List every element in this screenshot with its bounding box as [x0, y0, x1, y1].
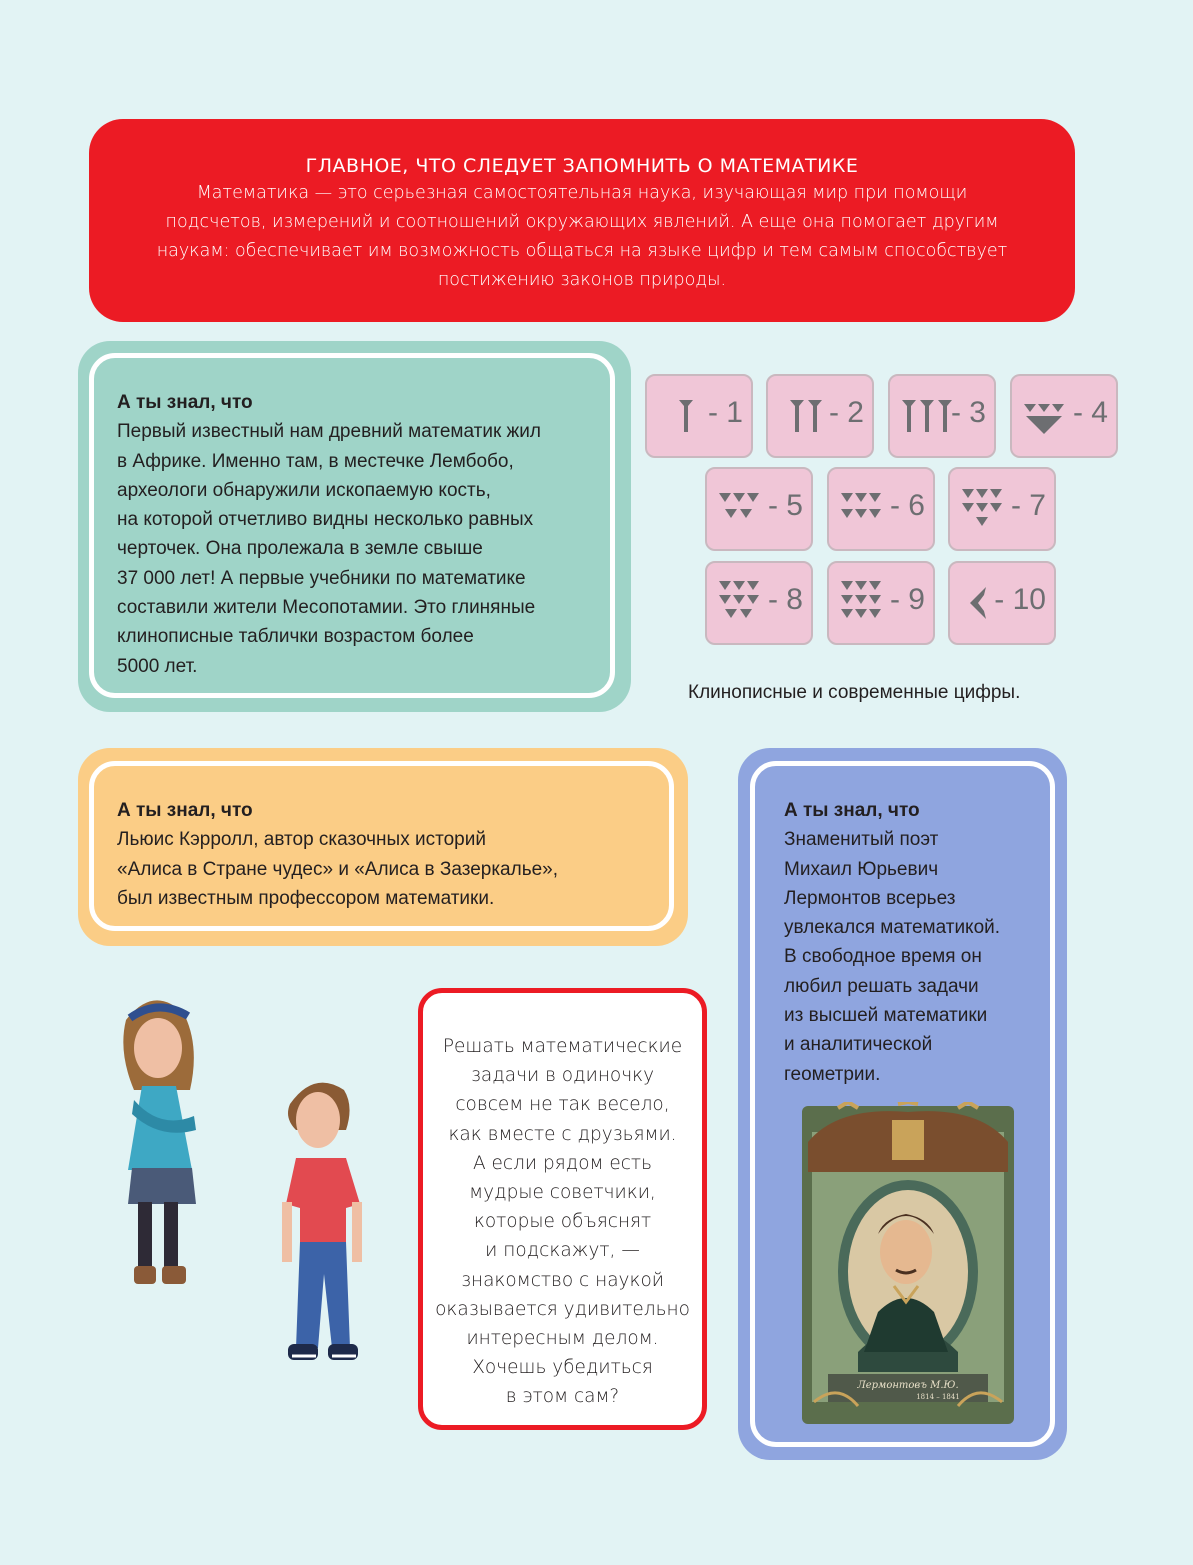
banner-line: подсчетов, измерений и соотношений окружающих явлений. А еще она помогает другим	[165, 212, 999, 232]
fact-lermontov-text	[784, 796, 1054, 1089]
speech-line: как вместе с друзьями.	[448, 1123, 677, 1145]
tile-number: - 4	[1072, 396, 1108, 429]
tile-number: - 3	[950, 396, 986, 429]
cuneiform-tile	[645, 374, 753, 458]
speech-line: в этом сам?	[505, 1386, 620, 1408]
fact-line: был известным профессором математики.	[117, 887, 495, 909]
fact-line: черточек. Она пролежала в земле свыше	[117, 538, 483, 560]
fact-line: археологи обнаружили ископаемую кость,	[117, 479, 491, 501]
fact-line: на которой отчетливо видны несколько равных	[117, 509, 534, 531]
fact-line: из высшей математики	[784, 1005, 988, 1027]
cuneiform-tile	[948, 467, 1056, 551]
fact-line: увлекался математикой.	[784, 917, 1001, 939]
tile-number: - 7	[1010, 489, 1046, 522]
girl-illustration	[104, 990, 214, 1290]
fact-line: и аналитической	[784, 1034, 933, 1056]
fact-line: 5000 лет.	[117, 655, 198, 677]
fact-line: составили жители Месопотамии. Это глиняные	[117, 597, 536, 619]
speech-line: оказывается удивительно	[435, 1298, 690, 1320]
cuneiform-tile	[948, 561, 1056, 645]
cuneiform-tile	[705, 467, 813, 551]
lermontov-portrait	[798, 1102, 1018, 1428]
fact-line: Первый известный нам древний математик жил	[117, 421, 541, 443]
tile-number: - 5	[767, 489, 803, 522]
cuneiform-tile	[705, 561, 813, 645]
summary-banner	[89, 119, 1075, 322]
fact-carroll-text	[117, 796, 637, 913]
speech-line: Решать математические	[442, 1036, 683, 1057]
fact-title: А ты знал, что	[784, 800, 920, 821]
speech-line: мудрые советчики,	[469, 1182, 656, 1204]
fact-line: 37 000 лет! А первые учебники по математике	[117, 567, 526, 589]
boy-illustration	[274, 1074, 374, 1370]
fact-line: «Алиса в Стране чудес» и «Алиса в Зазеркалье»,	[117, 858, 559, 880]
fact-line: геометрии.	[784, 1063, 881, 1085]
fact-line: Льюис Кэрролл, автор сказочных историй	[117, 829, 486, 851]
fact-line: любил решать задачи	[784, 975, 979, 997]
speech-line: задачи в одиночку	[470, 1065, 655, 1087]
tile-number: - 8	[767, 583, 803, 616]
fact-line: Михаил Юрьевич	[784, 858, 939, 880]
speech-line: интересным делом.	[466, 1328, 659, 1350]
speech-box	[418, 988, 707, 1430]
tile-number: - 10	[994, 583, 1046, 616]
cuneiform-tile	[827, 467, 935, 551]
speech-line: совсем не так весело,	[455, 1094, 670, 1116]
tile-number: - 1	[707, 396, 743, 429]
cuneiform-tile	[766, 374, 874, 458]
banner-line: Математика — это серьезная самостоятельная наука, изучающая мир при помощи	[196, 183, 968, 203]
tile-number: - 6	[889, 489, 925, 522]
banner-line: наукам: обеспечивает им возможность общаться на языке цифр и тем самым способствует	[156, 241, 1008, 261]
fact-line: В свободное время он	[784, 946, 982, 968]
fact-title: А ты знал, что	[117, 392, 253, 413]
fact-title: А ты знал, что	[117, 800, 253, 821]
speech-line: Хочешь убедиться	[472, 1357, 653, 1379]
portrait-signature: Лермонтовъ М.Ю.	[857, 1380, 959, 1391]
speech-line: которые объяснят	[473, 1211, 652, 1233]
banner-title: ГЛАВНОЕ, ЧТО СЛЕДУЕТ ЗАПОМНИТЬ О МАТЕМАТИКЕ	[305, 155, 859, 177]
cuneiform-tile	[1010, 374, 1118, 458]
speech-line: А если рядом есть	[473, 1152, 652, 1174]
portrait-years: 1814 – 1841	[916, 1393, 960, 1401]
fact-line: Знаменитый поэт	[784, 829, 939, 851]
speech-line: знакомство с наукой	[461, 1269, 664, 1291]
fact-line: в Африке. Именно там, в местечке Лембобо,	[117, 450, 514, 472]
tile-number: - 2	[828, 396, 864, 429]
speech-line: и подскажут, —	[485, 1240, 640, 1262]
cuneiform-tile	[888, 374, 996, 458]
fact-line: Лермонтов всерьез	[784, 887, 956, 909]
banner-line: постижению законов природы.	[437, 270, 727, 290]
tile-number: - 9	[889, 583, 925, 616]
fact-africa-text	[117, 388, 617, 681]
fact-line: клинописные таблички возрастом более	[117, 626, 474, 648]
cuneiform-caption: Клинописные и современные цифры.	[688, 682, 1021, 703]
banner-text	[129, 179, 1035, 295]
cuneiform-tile	[827, 561, 935, 645]
